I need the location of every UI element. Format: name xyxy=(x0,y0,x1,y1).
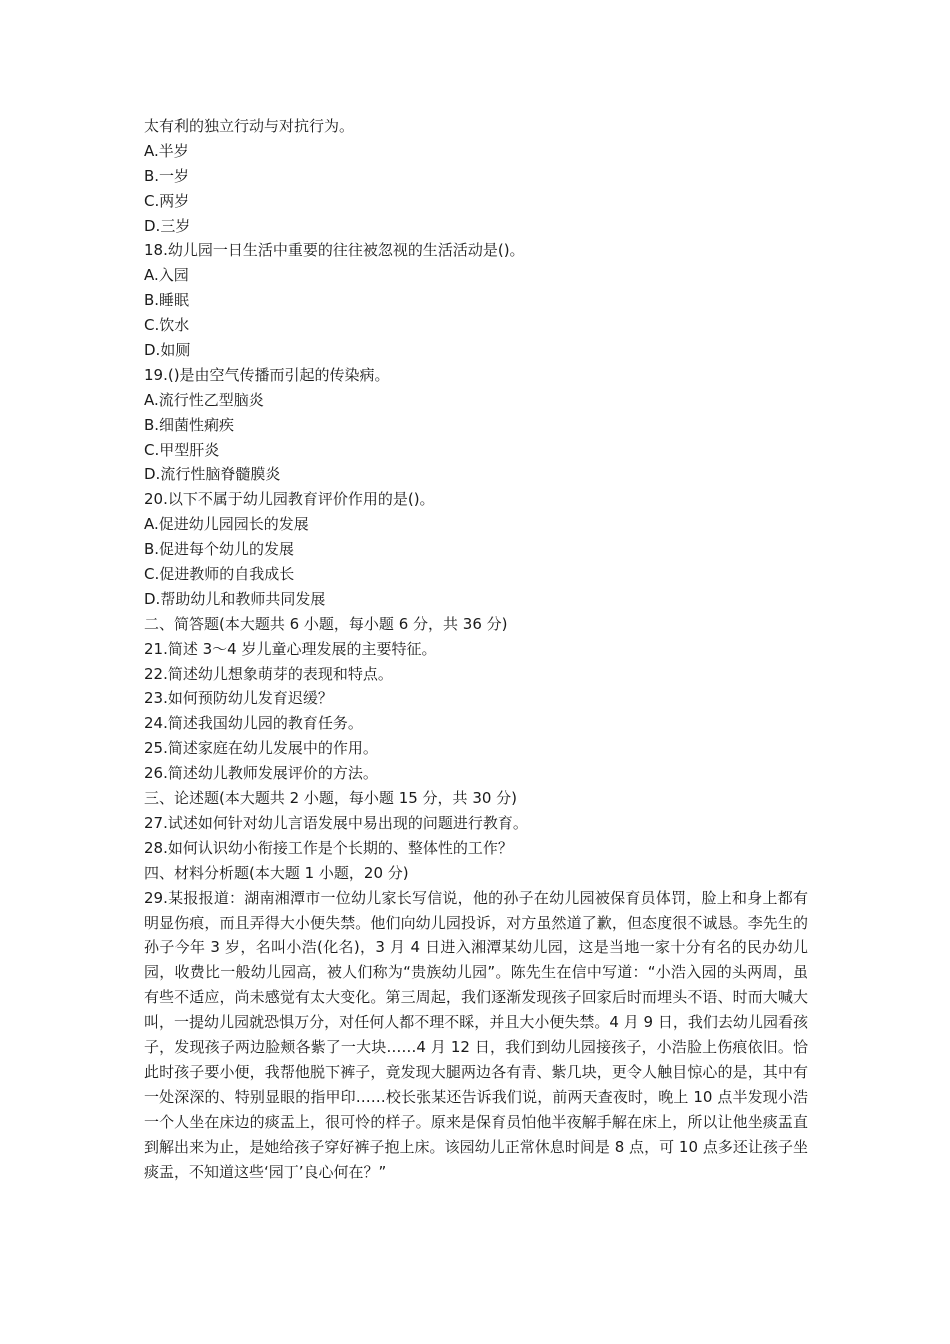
question-22: 22.简述幼儿想象萌芽的表现和特点。 xyxy=(144,664,393,683)
option-a: A.促进幼儿园园长的发展 xyxy=(144,515,309,534)
option-b: B.睡眠 xyxy=(144,291,190,310)
text-line: 太有利的独立行动与对抗行为。 xyxy=(144,117,355,135)
question-29-material: 29.某报报道：湖南湘潭市一位幼儿家长写信说，他的孙子在幼儿园被保育员体罚，脸上和身上都有明显伤痕，而且弄得大小便失禁。他们向幼儿园投诉，对方虽然道了歉，但态度很不诚恳。李先生的孙子今年 3 岁，名叫小浩(化名)，3 月 4 日进入湘潭某幼儿园，这是当地一家十分有名的民办幼儿园，收费比一般幼儿园高，被人们称为“贵族幼儿园”。陈先生在信中写道：“小浩入园的头两周，虽有些不适应，尚未感觉有太大变化。第三周起，我们逐渐发现孩子回家后时而埋头不语、时而大喊大叫，一提幼儿园就恐惧万分，对任何人都不理不睬，并且大小便失禁。4 月 9 日，我们去幼儿园看孩子，发现孩子两边脸颊各紫了一大块……4 月 12 日，我们到幼儿园接孩子，小浩脸上伤痕依旧。恰此时孩子要小便，我帮他脱下裤子，竟发现大腿两边各有青、紫几块，更令人触目惊心的是，其中有一处深深的、特别显眼的指甲印……校长张某还告诉我们说，前两天查夜时，晚上 10 点半发现小浩一个人坐在床边的痰盂上，很可怜的样子。原来是保育员怕他半夜解手解在床上，所以让他坐痰盂直到解出来为止，是她给孩子穿好裤子抱上床。该园幼儿正常休息时间是 8 点，可 10 点多还让孩子坐痰盂，不知道这些‘园丁’良心何在？” xyxy=(144,888,808,1181)
question-20: 20.以下不属于幼儿园教育评价作用的是()。 xyxy=(144,490,435,509)
option-a: A.半岁 xyxy=(144,141,189,160)
document-page xyxy=(144,114,808,1184)
question-26: 26.简述幼儿教师发展评价的方法。 xyxy=(144,764,378,783)
question-23: 23.如何预防幼儿发育迟缓？ xyxy=(144,689,333,708)
option-d: D.如厕 xyxy=(144,341,191,360)
question-18: 18.幼儿园一日生活中重要的往往被忽视的生活活动是()。 xyxy=(144,241,525,260)
option-d: D.帮助幼儿和教师共同发展 xyxy=(144,589,326,608)
option-a: A.入园 xyxy=(144,266,189,285)
section-heading-short-answer: 二、简答题(本大题共 6 小题，每小题 6 分，共 36 分) xyxy=(144,614,508,633)
option-b: B.细菌性痢疾 xyxy=(144,415,235,434)
question-25: 25.简述家庭在幼儿发展中的作用。 xyxy=(144,739,378,758)
option-b: B.一岁 xyxy=(144,166,190,185)
question-28: 28.如何认识幼小衔接工作是个长期的、整体性的工作？ xyxy=(144,838,513,857)
option-c: C.促进教师的自我成长 xyxy=(144,565,295,584)
question-24: 24.简述我国幼儿园的教育任务。 xyxy=(144,714,363,733)
question-21: 21.简述 3～4 岁儿童心理发展的主要特征。 xyxy=(144,639,437,658)
option-d: D.三岁 xyxy=(144,216,191,235)
section-heading-material-analysis: 四、材料分析题(本大题 1 小题，20 分) xyxy=(144,863,409,882)
option-a: A.流行性乙型脑炎 xyxy=(144,390,264,409)
option-c: C.甲型肝炎 xyxy=(144,440,220,459)
question-27: 27.试述如何针对幼儿言语发展中易出现的问题进行教育。 xyxy=(144,813,528,832)
option-c: C.饮水 xyxy=(144,316,190,335)
option-d: D.流行性脑脊髓膜炎 xyxy=(144,465,281,484)
option-b: B.促进每个幼儿的发展 xyxy=(144,540,295,559)
question-19: 19.()是由空气传播而引起的传染病。 xyxy=(144,365,390,384)
section-heading-essay: 三、论述题(本大题共 2 小题，每小题 15 分，共 30 分) xyxy=(144,789,518,808)
option-c: C.两岁 xyxy=(144,191,190,210)
